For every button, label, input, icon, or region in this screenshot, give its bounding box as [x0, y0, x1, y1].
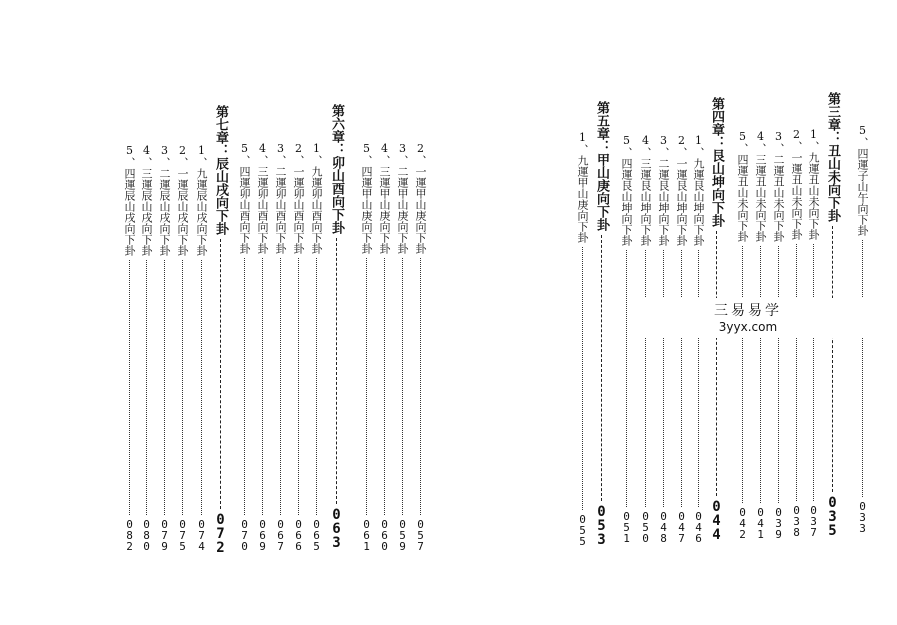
section-title: 1、九運丑山未向下卦: [807, 128, 820, 240]
section-title: 5、四運辰山戌向下卦: [123, 144, 136, 256]
section-title: 3、二運卯山酉向下卦: [274, 142, 287, 254]
dot-leader: [420, 258, 421, 515]
section-title: 5、四運艮山坤向下卦: [620, 134, 633, 246]
toc-entry[interactable]: [239, 142, 250, 552]
toc-entry[interactable]: [379, 142, 390, 552]
dot-leader: [832, 226, 833, 492]
toc-entry[interactable]: [595, 101, 608, 547]
site-watermark: [633, 298, 863, 338]
toc-entry[interactable]: [361, 142, 372, 552]
toc-entry[interactable]: [214, 105, 227, 555]
toc-entry[interactable]: [311, 142, 322, 552]
dot-leader: [201, 260, 202, 515]
dot-leader: [645, 250, 646, 507]
section-title: 5、四運丑山未向下卦: [736, 130, 749, 242]
section-title: 1、九運艮山坤向下卦: [692, 134, 705, 246]
section-title: 4、三運辰山戌向下卦: [140, 144, 153, 256]
toc-entry[interactable]: [621, 134, 632, 544]
page-number: 0 7 2: [216, 512, 225, 556]
watermark-url: 3yyx.com: [718, 320, 778, 334]
dot-leader: [146, 260, 147, 515]
dot-leader: [716, 231, 717, 496]
page-number: 0 6 1: [363, 518, 370, 553]
dot-leader: [384, 258, 385, 515]
toc-entry[interactable]: [275, 142, 286, 552]
dot-leader: [164, 260, 165, 515]
page-number: 0 4 1: [757, 506, 764, 541]
section-title: 4、三運卯山酉向下卦: [256, 142, 269, 254]
toc-entry[interactable]: [676, 134, 687, 544]
dot-leader: [698, 250, 699, 507]
dot-leader: [663, 250, 664, 507]
dot-leader: [681, 250, 682, 507]
section-title: 2、一運丑山未向下卦: [790, 128, 803, 240]
page-number: 0 6 7: [277, 518, 284, 553]
page-number: 0 6 3: [332, 507, 341, 551]
section-title: 3、二運辰山戌向下卦: [158, 144, 171, 256]
page-number: 0 5 1: [623, 510, 630, 545]
page-number: 0 8 2: [126, 518, 133, 553]
page-number: 0 5 3: [597, 504, 606, 548]
toc-entry[interactable]: [293, 142, 304, 552]
page-number: 0 3 8: [793, 504, 800, 539]
dot-leader: [336, 238, 337, 504]
page-number: 0 3 9: [775, 506, 782, 541]
page-number: 0 5 5: [579, 513, 586, 548]
chapter-title: 第六章：卯山酉向下卦: [329, 104, 344, 234]
section-title: 4、三運艮山坤向下卦: [639, 134, 652, 246]
chapter-title: 第五章：甲山庚向下卦: [594, 101, 609, 231]
dot-leader: [778, 246, 779, 503]
page-number: 0 5 7: [417, 518, 424, 553]
page-number: 0 7 9: [161, 518, 168, 553]
watermark-text: 三易易学: [714, 303, 782, 319]
dot-leader: [813, 244, 814, 501]
page-number: 0 4 6: [695, 510, 702, 545]
page-number: 0 4 2: [739, 506, 746, 541]
toc-entry[interactable]: [257, 142, 268, 552]
page-number: 0 7 5: [179, 518, 186, 553]
dot-leader: [742, 246, 743, 503]
page-number: 0 6 6: [295, 518, 302, 553]
page-number: 0 7 4: [198, 518, 205, 553]
page-number: 0 7 0: [241, 518, 248, 553]
dot-leader: [366, 258, 367, 515]
toc-entry[interactable]: [196, 144, 207, 552]
toc-entry[interactable]: [159, 144, 170, 552]
toc-entry[interactable]: [141, 144, 152, 552]
page-number: 0 4 8: [660, 510, 667, 545]
page-number: 0 6 0: [381, 518, 388, 553]
page-number: 0 4 4: [712, 499, 721, 543]
dot-leader: [244, 258, 245, 515]
toc-entry[interactable]: [640, 134, 651, 544]
section-title: 3、二運丑山未向下卦: [772, 130, 785, 242]
section-title: 4、三運甲山庚向下卦: [378, 142, 391, 254]
toc-entry[interactable]: [415, 142, 426, 552]
section-title: 1、九運卯山酉向下卦: [310, 142, 323, 254]
dot-leader: [582, 247, 583, 510]
page-number: 0 3 3: [859, 500, 866, 535]
toc-entry[interactable]: [397, 142, 408, 552]
section-title: 2、一運甲山庚向下卦: [414, 142, 427, 254]
dot-leader: [626, 250, 627, 507]
page-number: 0 3 7: [810, 504, 817, 539]
dot-leader: [402, 258, 403, 515]
page-number: 0 5 0: [642, 510, 649, 545]
page-binding-gap: [448, 0, 449, 625]
dot-leader: [182, 260, 183, 515]
section-title: 5、四運卯山酉向下卦: [238, 142, 251, 254]
dot-leader: [262, 258, 263, 515]
section-title: 2、一運卯山酉向下卦: [292, 142, 305, 254]
dot-leader: [298, 258, 299, 515]
section-title: 1、九運辰山戌向下卦: [195, 144, 208, 256]
page-number: 0 6 9: [259, 518, 266, 553]
page-number: 0 4 7: [678, 510, 685, 545]
chapter-title: 第四章：艮山坤向下卦: [709, 97, 724, 227]
toc-entry[interactable]: [658, 134, 669, 544]
toc-entry[interactable]: [330, 104, 343, 550]
chapter-title: 第三章：丑山未向下卦: [825, 92, 840, 222]
toc-entry[interactable]: [577, 131, 588, 547]
section-title: 3、二運艮山坤向下卦: [657, 134, 670, 246]
section-title: 5、四運子山午向下卦: [856, 124, 869, 236]
section-title: 1、九運甲山庚向下卦: [576, 131, 589, 243]
page-number: 0 3 5: [828, 495, 837, 539]
section-title: 4、三運丑山未向下卦: [754, 130, 767, 242]
dot-leader: [220, 239, 221, 509]
dot-leader: [280, 258, 281, 515]
chapter-title: 第七章：辰山戌向下卦: [213, 105, 228, 235]
section-title: 5、四運甲山庚向下卦: [360, 142, 373, 254]
toc-entry[interactable]: [693, 134, 704, 544]
dot-leader: [862, 240, 863, 497]
page-number: 0 6 5: [313, 518, 320, 553]
section-title: 2、一運辰山戌向下卦: [176, 144, 189, 256]
toc-entry[interactable]: [177, 144, 188, 552]
section-title: 2、一運艮山坤向下卦: [675, 134, 688, 246]
dot-leader: [796, 244, 797, 501]
dot-leader: [316, 258, 317, 515]
page-number: 0 5 9: [399, 518, 406, 553]
toc-entry[interactable]: [124, 144, 135, 552]
dot-leader: [601, 235, 602, 501]
dot-leader: [760, 246, 761, 503]
dot-leader: [129, 260, 130, 515]
page-number: 0 8 0: [143, 518, 150, 553]
section-title: 3、二運甲山庚向下卦: [396, 142, 409, 254]
